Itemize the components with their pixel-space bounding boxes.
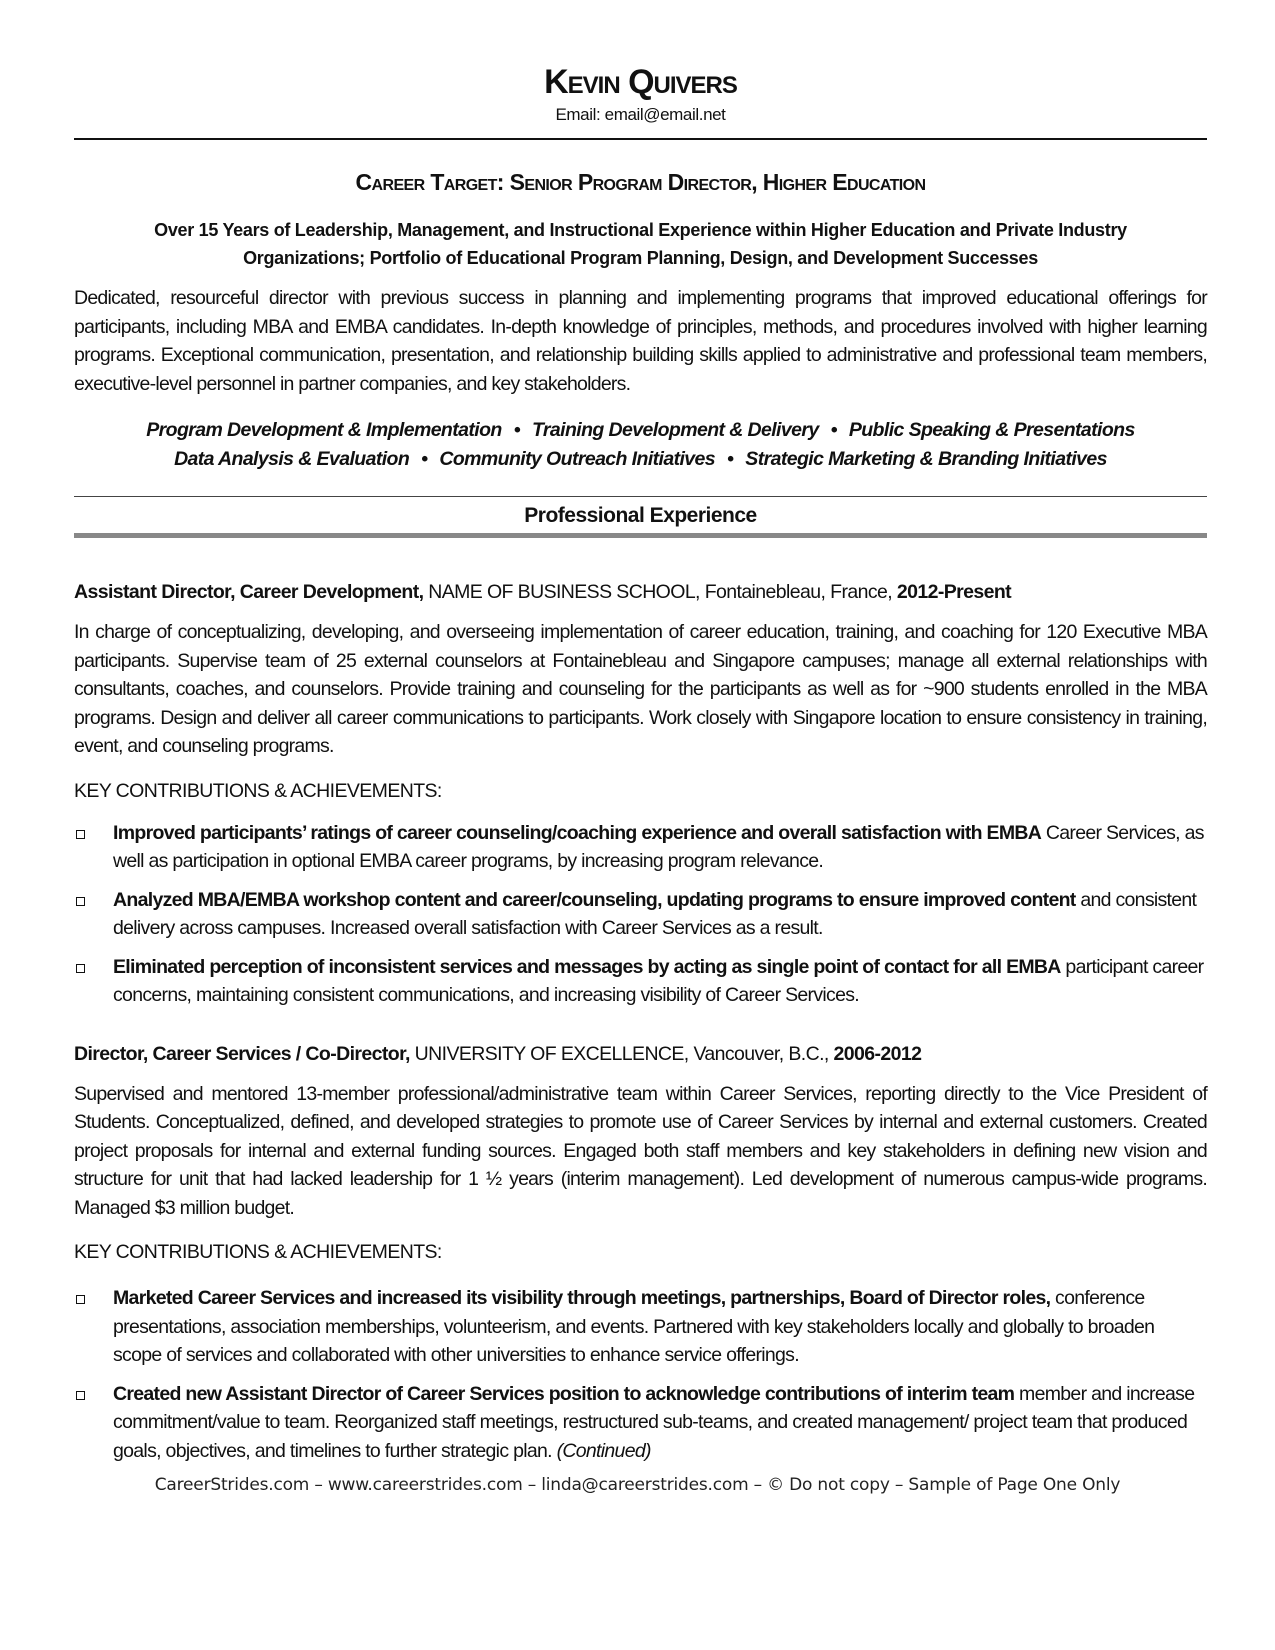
skill: Public Speaking & Presentations	[848, 419, 1135, 441]
achievement-lead: Eliminated perception of inconsistent services and messages by acting as single point of contact for all EMBA	[113, 955, 1061, 978]
achievement-text: conference presentations, association memberships, volunteerism, and events. Partnered with key stakeholders locally and globally to broaden scope of services and collaborated with other universities to enhance service offerings.	[113, 1287, 1155, 1366]
job-org: UNIVERSITY OF EXCELLENCE, Vancouver, B.C.,	[409, 1042, 834, 1065]
job-heading	[74, 1040, 1207, 1068]
job-dates: 2006-2012	[833, 1042, 922, 1065]
skill: Community Outreach Initiatives	[439, 448, 716, 470]
job-heading	[74, 578, 1207, 606]
job-description: In charge of conceptualizing, developing, and overseeing implementation of career education, training, and coaching for 120 Executive MBA participants. Supervise team of 25 external counselors at Fontainebleau and Singapore campuses; manage all external relationships with consultants, coaches, and counselors. Provide training and counseling for the participants as well as for ~900 students enrolled in the MBA programs. Design and deliver all career communications to participants. Work closely with Singapore location to ensure consistency in training, event, and counseling programs.	[74, 621, 1207, 757]
headline	[74, 216, 1207, 272]
section-heading: Professional Experience	[74, 496, 1207, 538]
resume-page	[74, 0, 1207, 1465]
contact-email: Email: email@email.net	[555, 105, 726, 124]
achievements-list	[74, 1284, 1207, 1465]
bullet-separator: •	[830, 419, 837, 441]
headline-line: Over 15 Years of Leadership, Management, and Instructional Experience within Higher Education and Private Industry	[154, 220, 1127, 240]
continued-note: (Continued)	[551, 1439, 651, 1462]
achievement-text: participant career concerns, maintaining consistent communications, and increasing visibility of Career Services.	[113, 955, 1204, 1006]
summary: Dedicated, resourceful director with previous success in planning and implementing programs that improved educational offerings for participants, including MBA and EMBA candidates. In-depth knowledge of principles, methods, and procedures involved with higher learning programs. Exceptional communication, presentation, and relationship building skills applied to administrative and professional team members, executive-level personnel in partner companies, and key stakeholders.	[74, 287, 1207, 395]
achievement-item	[74, 886, 1207, 943]
achievement-item	[74, 1380, 1207, 1466]
header-divider	[74, 138, 1207, 140]
achievements-list	[74, 819, 1207, 1010]
achievement-text: and consistent delivery across campuses. Increased overall satisfaction with Career Services as a result.	[113, 888, 1197, 939]
career-target: Career Target: Senior Program Director, Higher Education	[355, 169, 926, 195]
job-title: Assistant Director, Career Development,	[74, 581, 424, 603]
headline-line: Organizations; Portfolio of Educational Program Planning, Design, and Development Successes	[243, 248, 1038, 268]
checkbox-bullet-icon	[76, 964, 85, 973]
checkbox-bullet-icon	[76, 1391, 85, 1400]
job-entry	[74, 578, 1207, 1010]
achievement-lead: Created new Assistant Director of Career Services position to acknowledge contributions of interim team	[113, 1382, 1015, 1405]
achievements-label: KEY CONTRIBUTIONS & ACHIEVEMENTS:	[74, 779, 442, 802]
candidate-name: Kevin Quivers	[544, 63, 737, 101]
bullet-separator: •	[513, 419, 520, 441]
job-description: Supervised and mentored 13-member professional/administrative team within Career Services, reporting directly to the Vice President of Students. Conceptualized, defined, and developed strategies to promote use of Career Services by internal and external customers. Created project proposals for internal and external funding sources. Engaged both staff members and key stakeholders in defining new vision and structure for unit that had lacked leadership for 1 ½ years (interim management). Led development of numerous campus-wide programs. Managed $3 million budget.	[74, 1082, 1207, 1219]
skill: Data Analysis & Evaluation	[174, 448, 410, 470]
checkbox-bullet-icon	[76, 897, 85, 906]
skill: Program Development & Implementation	[146, 419, 502, 441]
achievement-text: member and increase commitment/value to team. Reorganized staff meetings, restructured sub-teams, and created management/ project team that produced goals, objectives, and timelines to further strategic plan.	[113, 1382, 1195, 1462]
achievements-label: KEY CONTRIBUTIONS & ACHIEVEMENTS:	[74, 1241, 442, 1263]
skill: Strategic Marketing & Branding Initiatives	[745, 448, 1107, 470]
achievement-item	[74, 953, 1207, 1010]
footer: CareerStrides.com – www.careerstrides.com – linda@careerstrides.com – © Do not copy – Sample of Page One Only	[154, 1475, 1121, 1495]
skills-list	[74, 416, 1207, 474]
achievement-text: Career Services, as well as participation in optional EMBA career programs, by increasing program relevance.	[113, 821, 1204, 872]
bullet-separator: •	[421, 448, 428, 470]
achievement-lead: Analyzed MBA/EMBA workshop content and career/counseling, updating programs to ensure improved content	[113, 888, 1076, 911]
achievement-item	[74, 819, 1207, 876]
achievement-item	[74, 1284, 1207, 1370]
achievement-lead: Marketed Career Services and increased its visibility through meetings, partnerships, Board of Director roles,	[113, 1287, 1051, 1309]
bullet-separator: •	[727, 448, 734, 470]
job-org: NAME OF BUSINESS SCHOOL, Fontainebleau, France,	[423, 581, 897, 603]
checkbox-bullet-icon	[76, 830, 85, 839]
job-entry	[74, 1040, 1207, 1466]
achievement-lead: Improved participants’ ratings of career counseling/coaching experience and overall satisfaction with EMBA	[113, 821, 1042, 844]
checkbox-bullet-icon	[76, 1295, 85, 1304]
job-dates: 2012-Present	[896, 581, 1012, 603]
skill: Training Development & Delivery	[531, 419, 819, 441]
job-title: Director, Career Services / Co-Director,	[74, 1042, 410, 1065]
